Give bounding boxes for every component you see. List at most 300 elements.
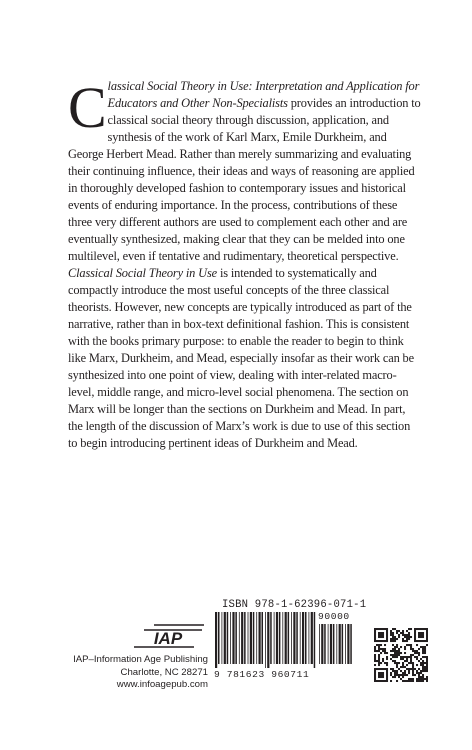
qr-module <box>382 674 384 676</box>
qr-module <box>426 662 428 664</box>
qr-module <box>392 644 394 646</box>
qr-module <box>390 630 392 632</box>
qr-module <box>408 628 410 630</box>
qr-module <box>424 648 426 650</box>
qr-module <box>420 640 422 642</box>
qr-module <box>420 680 422 682</box>
qr-module <box>422 634 424 636</box>
qr-module <box>422 628 424 630</box>
qr-module <box>378 680 380 682</box>
barcode-bar <box>241 612 243 664</box>
qr-module <box>380 648 382 650</box>
qr-module <box>386 668 388 670</box>
qr-module <box>424 640 426 642</box>
qr-module <box>374 654 376 656</box>
qr-module <box>426 668 428 670</box>
qr-module <box>394 676 396 678</box>
qr-module <box>378 634 380 636</box>
qr-module <box>426 666 428 668</box>
qr-module <box>412 650 414 652</box>
barcode-bar <box>347 624 349 664</box>
qr-module <box>374 656 376 658</box>
qr-module <box>414 674 416 676</box>
qr-module <box>410 662 412 664</box>
qr-module <box>390 632 392 634</box>
qr-module <box>402 674 404 676</box>
qr-module <box>412 648 414 650</box>
barcode-bar <box>227 612 229 664</box>
qr-module <box>416 644 418 646</box>
qr-module <box>418 654 420 656</box>
qr-module <box>392 628 394 630</box>
qr-module <box>412 678 414 680</box>
qr-module <box>404 646 406 648</box>
qr-module <box>392 640 394 642</box>
qr-module <box>374 672 376 674</box>
qr-module <box>390 672 392 674</box>
qr-module <box>426 628 428 630</box>
qr-module <box>418 652 420 654</box>
qr-module <box>414 630 416 632</box>
qr-module <box>378 664 380 666</box>
qr-module <box>412 662 414 664</box>
qr-module <box>402 662 404 664</box>
qr-module <box>396 664 398 666</box>
qr-module <box>422 680 424 682</box>
qr-module <box>414 650 416 652</box>
qr-module <box>406 636 408 638</box>
qr-module <box>394 656 396 658</box>
qr-module <box>410 680 412 682</box>
qr-module <box>376 680 378 682</box>
qr-module <box>382 628 384 630</box>
qr-module <box>380 628 382 630</box>
qr-module <box>410 654 412 656</box>
drop-cap: C <box>68 75 107 140</box>
qr-module <box>410 628 412 630</box>
qr-module <box>426 676 428 678</box>
qr-module <box>400 632 402 634</box>
qr-module <box>410 678 412 680</box>
qr-module <box>406 630 408 632</box>
barcode-bar <box>248 612 249 664</box>
qr-module <box>408 656 410 658</box>
barcode-bar <box>333 624 335 664</box>
qr-module <box>392 648 394 650</box>
qr-module <box>374 636 376 638</box>
qr-module <box>374 638 376 640</box>
barcode-bar <box>276 612 278 664</box>
qr-module <box>416 652 418 654</box>
qr-module <box>408 638 410 640</box>
qr-module <box>418 636 420 638</box>
qr-module <box>422 632 424 634</box>
qr-module <box>424 652 426 654</box>
qr-module <box>422 636 424 638</box>
qr-module <box>400 674 402 676</box>
qr-module <box>426 638 428 640</box>
qr-module <box>378 628 380 630</box>
qr-module <box>420 678 422 680</box>
qr-module <box>386 664 388 666</box>
qr-module <box>414 634 416 636</box>
qr-module <box>402 672 404 674</box>
barcode-bar <box>262 612 264 664</box>
qr-module <box>406 664 408 666</box>
qr-module <box>402 658 404 660</box>
qr-module <box>396 674 398 676</box>
qr-module <box>382 658 384 660</box>
qr-module <box>422 650 424 652</box>
qr-module <box>398 636 400 638</box>
qr-module <box>424 656 426 658</box>
barcode-bar <box>267 612 269 668</box>
qr-module <box>426 640 428 642</box>
qr-module <box>376 660 378 662</box>
qr-module <box>424 666 426 668</box>
qr-module <box>384 680 386 682</box>
barcode-bar <box>321 624 323 664</box>
qr-module <box>414 638 416 640</box>
qr-module <box>404 648 406 650</box>
publisher-name: IAP–Information Age Publishing <box>73 654 208 665</box>
price-code: 90000 <box>318 611 350 622</box>
qr-module <box>396 644 398 646</box>
qr-module <box>384 628 386 630</box>
qr-module <box>402 664 404 666</box>
qr-module <box>386 652 388 654</box>
qr-module <box>404 672 406 674</box>
qr-module <box>416 680 418 682</box>
qr-module <box>416 672 418 674</box>
qr-module <box>404 670 406 672</box>
barcode-bar <box>324 624 326 664</box>
qr-module <box>394 650 396 652</box>
qr-module <box>416 670 418 672</box>
qr-module <box>416 640 418 642</box>
qr-module <box>422 666 424 668</box>
qr-module <box>412 670 414 672</box>
qr-module <box>392 668 394 670</box>
qr-module <box>382 680 384 682</box>
qr-module <box>386 674 388 676</box>
qr-module <box>424 628 426 630</box>
barcode-bar <box>274 612 275 664</box>
barcode-bar <box>311 612 313 664</box>
barcode-bar <box>330 624 332 664</box>
qr-module <box>426 644 428 646</box>
qr-module <box>378 632 380 634</box>
publisher-block <box>68 622 208 692</box>
qr-module <box>386 628 388 630</box>
qr-module <box>414 628 416 630</box>
qr-module <box>394 652 396 654</box>
qr-module <box>418 660 420 662</box>
qr-module <box>386 670 388 672</box>
qr-module <box>424 678 426 680</box>
qr-module <box>416 628 418 630</box>
barcode-bar <box>218 612 220 664</box>
qr-module <box>420 636 422 638</box>
qr-module <box>396 666 398 668</box>
qr-module <box>414 640 416 642</box>
qr-module <box>386 636 388 638</box>
qr-module <box>396 646 398 648</box>
qr-module <box>392 638 394 640</box>
qr-module <box>422 676 424 678</box>
barcode-bar <box>265 612 266 668</box>
qr-module <box>378 650 380 652</box>
qr-module <box>394 670 396 672</box>
qr-module <box>420 672 422 674</box>
qr-module <box>422 662 424 664</box>
barcode-bar <box>235 612 237 664</box>
qr-module <box>380 668 382 670</box>
qr-module <box>426 656 428 658</box>
qr-module <box>398 662 400 664</box>
publisher-city: Charlotte, NC 28271 <box>120 666 208 678</box>
qr-module <box>378 648 380 650</box>
qr-module <box>390 658 392 660</box>
qr-module <box>398 676 400 678</box>
iap-logo-icon <box>132 622 208 650</box>
qr-module <box>426 634 428 636</box>
qr-module <box>382 636 384 638</box>
qr-module <box>400 658 402 660</box>
qr-module <box>374 668 376 670</box>
qr-module <box>384 652 386 654</box>
qr-module <box>422 664 424 666</box>
publisher-url: www.infoagepub.com <box>116 679 208 690</box>
qr-module <box>374 664 376 666</box>
qr-module <box>422 660 424 662</box>
back-cover-blurb <box>68 75 422 452</box>
qr-module <box>376 644 378 646</box>
qr-module <box>390 634 392 636</box>
qr-module <box>378 672 380 674</box>
barcode-bar <box>314 612 316 668</box>
qr-module <box>408 662 410 664</box>
barcode-bar <box>256 612 257 664</box>
barcode-bar <box>342 624 344 664</box>
barcode-bar <box>253 612 255 664</box>
qr-module <box>374 632 376 634</box>
qr-module <box>408 668 410 670</box>
qr-module <box>426 670 428 672</box>
qr-module <box>386 656 388 658</box>
qr-module <box>426 660 428 662</box>
qr-module <box>416 664 418 666</box>
barcode-bar <box>259 612 261 664</box>
qr-module <box>386 632 388 634</box>
qr-module <box>404 656 406 658</box>
qr-module <box>392 676 394 678</box>
qr-module <box>402 640 404 642</box>
qr-module <box>414 636 416 638</box>
blurb-text-1: provides an introduction to classical social theory through discussion, application, and synthesis of the work of Karl Marx, Emile Durkheim, and George Herbert Mead. Rather than merely summarizing and evaluating their continuing influence, their ideas and ways of reasoning are applied in thoroughly developed fashion to contemporary issues and historical events of enduring importance. In the process, contributions of these three very different authors are used to complement each other and are eventually synthesized, making clear that they can be melded into one multilevel, even if tentative and rudimentary, theoretical perspective. <box>68 96 421 263</box>
qr-module <box>396 670 398 672</box>
barcode-digits: 9 781623 960711 <box>214 669 310 680</box>
qr-module <box>406 674 408 676</box>
qr-module <box>418 668 420 670</box>
qr-module <box>412 680 414 682</box>
qr-module <box>392 656 394 658</box>
qr-module <box>422 656 424 658</box>
barcode-bar <box>336 624 337 664</box>
barcode-bar <box>305 612 307 664</box>
qr-module <box>382 676 384 678</box>
qr-module <box>398 630 400 632</box>
barcode-bar <box>309 612 310 664</box>
qr-module <box>386 638 388 640</box>
qr-module <box>384 668 386 670</box>
qr-module <box>386 662 388 664</box>
qr-module <box>390 638 392 640</box>
qr-module <box>414 668 416 670</box>
qr-module <box>406 680 408 682</box>
qr-module <box>402 680 404 682</box>
qr-module <box>376 650 378 652</box>
qr-module <box>384 640 386 642</box>
qr-module <box>390 654 392 656</box>
qr-module <box>426 658 428 660</box>
qr-module <box>412 654 414 656</box>
qr-module <box>392 670 394 672</box>
qr-module <box>420 628 422 630</box>
barcode-box <box>214 599 367 683</box>
qr-module <box>412 668 414 670</box>
qr-module <box>380 676 382 678</box>
qr-module <box>382 640 384 642</box>
qr-module <box>406 656 408 658</box>
qr-module <box>396 680 398 682</box>
qr-module <box>378 646 380 648</box>
qr-module <box>420 670 422 672</box>
ean-barcode <box>214 612 318 668</box>
qr-module <box>420 662 422 664</box>
qr-module <box>394 660 396 662</box>
qr-module <box>396 672 398 674</box>
barcode-bar <box>293 612 295 664</box>
qr-code <box>374 628 428 682</box>
qr-module <box>378 668 380 670</box>
qr-module <box>394 640 396 642</box>
qr-module <box>406 668 408 670</box>
qr-module <box>420 632 422 634</box>
qr-module <box>410 656 412 658</box>
qr-module <box>398 652 400 654</box>
qr-module <box>412 674 414 676</box>
qr-module <box>402 632 404 634</box>
qr-module <box>408 634 410 636</box>
qr-module <box>400 670 402 672</box>
qr-module <box>404 674 406 676</box>
qr-module <box>410 646 412 648</box>
qr-module <box>416 656 418 658</box>
qr-module <box>380 672 382 674</box>
qr-module <box>380 640 382 642</box>
qr-module <box>384 648 386 650</box>
qr-module <box>408 678 410 680</box>
barcode-bar <box>328 624 329 664</box>
qr-module <box>406 638 408 640</box>
qr-module <box>424 668 426 670</box>
qr-module <box>390 674 392 676</box>
qr-module <box>414 652 416 654</box>
qr-module <box>406 640 408 642</box>
qr-module <box>394 648 396 650</box>
qr-module <box>394 646 396 648</box>
barcode-bar <box>279 612 281 664</box>
qr-module <box>404 660 406 662</box>
barcode-bar <box>319 624 320 664</box>
qr-module <box>374 640 376 642</box>
qr-module <box>418 680 420 682</box>
qr-module <box>376 628 378 630</box>
qr-module <box>408 636 410 638</box>
qr-module <box>386 678 388 680</box>
qr-module <box>420 676 422 678</box>
qr-module <box>390 680 392 682</box>
qr-module <box>384 662 386 664</box>
qr-module <box>408 680 410 682</box>
qr-module <box>418 674 420 676</box>
qr-module <box>390 650 392 652</box>
qr-module <box>382 650 384 652</box>
qr-module <box>386 672 388 674</box>
qr-module <box>410 658 412 660</box>
qr-module <box>374 674 376 676</box>
qr-module <box>382 632 384 634</box>
qr-module <box>426 664 428 666</box>
qr-module <box>404 680 406 682</box>
qr-module <box>414 632 416 634</box>
qr-module <box>396 638 398 640</box>
barcode-bar <box>296 612 298 664</box>
barcode-bar <box>345 624 346 664</box>
qr-module <box>382 660 384 662</box>
qr-module <box>398 654 400 656</box>
qr-module <box>380 674 382 676</box>
qr-module <box>400 652 402 654</box>
iap-logo-text: IAP <box>153 629 183 648</box>
barcode-bar <box>288 612 290 664</box>
qr-module <box>386 658 388 660</box>
qr-module <box>374 678 376 680</box>
barcode-bar <box>224 612 226 664</box>
barcode-bar <box>350 624 352 664</box>
qr-module <box>406 660 408 662</box>
qr-module <box>374 680 376 682</box>
qr-module <box>418 634 420 636</box>
qr-module <box>418 648 420 650</box>
qr-module <box>396 656 398 658</box>
qr-module <box>414 656 416 658</box>
qr-module <box>392 660 394 662</box>
qr-module <box>394 662 396 664</box>
qr-module <box>424 650 426 652</box>
qr-module <box>406 658 408 660</box>
qr-module <box>422 678 424 680</box>
qr-module <box>386 680 388 682</box>
qr-module <box>410 644 412 646</box>
qr-module <box>398 634 400 636</box>
qr-module <box>394 654 396 656</box>
qr-module <box>402 630 404 632</box>
qr-module <box>426 678 428 680</box>
qr-module <box>426 632 428 634</box>
qr-module <box>418 672 420 674</box>
